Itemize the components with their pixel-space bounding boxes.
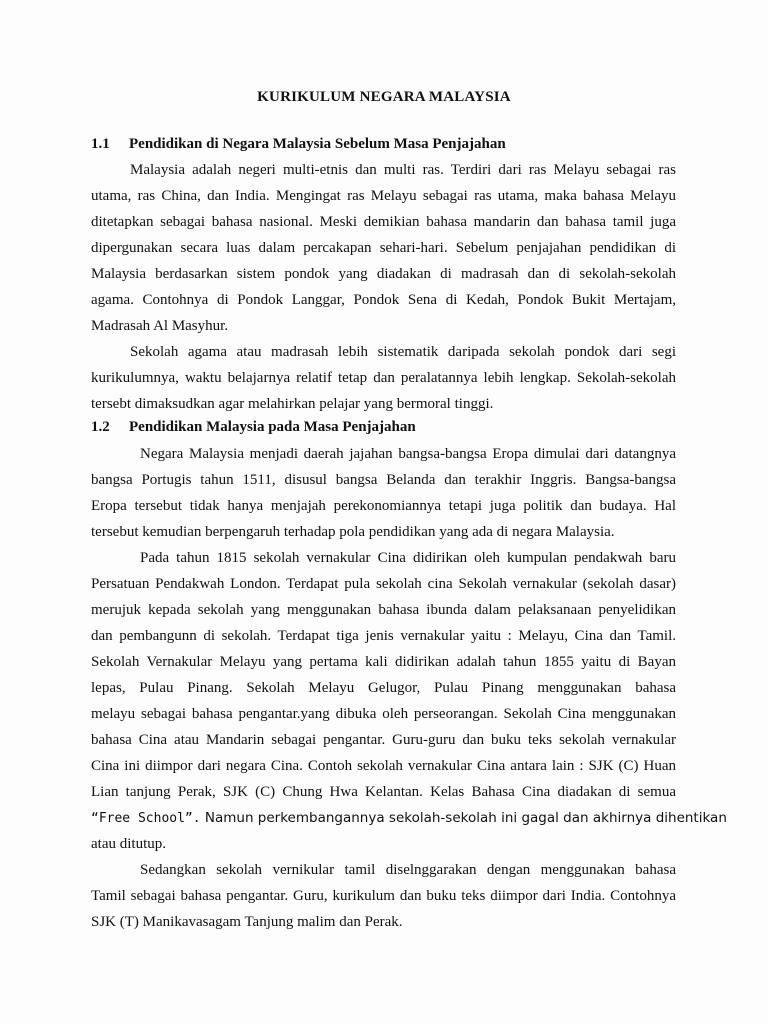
paragraph-line: ditetapkan sebagai bahasa nasional. Meski demikian bahasa mandarin dan bahasa tamil juga (91, 214, 676, 230)
paragraph-line: Madrasah Al Masyhur. (91, 318, 229, 334)
section-heading-1-1 (91, 136, 506, 153)
paragraph-line: bahasa Cina atau Mandarin sebagai pengantar. Guru-guru dan buku teks sekolah vernakular (91, 732, 676, 748)
document-title: KURIKULUM NEGARA MALAYSIA (257, 89, 511, 105)
paragraph-line: atau ditutup. (91, 836, 166, 852)
paragraph-line: Eropa tersebut tidak hanya menjajah perekonomiannya tetapi juga politik dan budaya. Hal (91, 498, 676, 514)
section-title: Pendidikan Malaysia pada Masa Penjajahan (129, 419, 416, 435)
paragraph-line: SJK (T) Manikavasagam Tanjung malim dan Perak. (91, 914, 403, 930)
paragraph-line: agama. Contohnya di Pondok Langgar, Pondok Sena di Kedah, Pondok Bukit Mertajam, (91, 292, 676, 308)
paragraph-line: Persatuan Pendakwah London. Terdapat pula sekolah cina Sekolah vernakular (sekolah dasar) (91, 576, 676, 592)
paragraph-line: tersebt dimaksudkan agar melahirkan pelajar yang bermoral tinggi. (91, 396, 494, 412)
free-school-quote: “Free School”. (91, 811, 201, 826)
paragraph-line (91, 809, 727, 828)
section-heading-1-2 (91, 419, 416, 436)
paragraph-line: Sekolah agama atau madrasah lebih sistematik daripada sekolah pondok dari segi (130, 344, 676, 360)
paragraph-line: Negara Malaysia menjadi daerah jajahan bangsa-bangsa Eropa dimulai dari datangnya (140, 446, 676, 462)
section-title: Pendidikan di Negara Malaysia Sebelum Masa Penjajahan (129, 136, 506, 152)
paragraph-line: utama, ras China, dan India. Mengingat ras Melayu sebagai ras utama, maka bahasa Melayu (91, 188, 676, 204)
paragraph-line: Lian tanjung Perak, SJK (C) Chung Hwa Kelantan. Kelas Bahasa Cina diadakan di semua (91, 784, 676, 800)
paragraph-line-rest: Namun perkembangannya sekolah-sekolah ini gagal dan akhirnya dihentikan (200, 810, 727, 826)
paragraph-line: Sekolah Vernakular Melayu yang pertama kali didirikan adalah tahun 1855 yaitu di Bayan (91, 654, 676, 670)
paragraph-line: Tamil sebagai bahasa pengantar. Guru, kurikulum dan buku teks diimpor dari India. Contohnya (91, 888, 676, 904)
paragraph-line: melayu sebagai bahasa pengantar.yang dibuka oleh perseorangan. Sekolah Cina menggunakan (91, 706, 676, 722)
section-number: 1.1 (91, 136, 110, 152)
paragraph-line: tersebut kemudian berpengaruh terhadap pola pendidikan yang ada di negara Malaysia. (91, 524, 615, 540)
paragraph-line: bangsa Portugis tahun 1511, disusul bangsa Belanda dan terakhir Inggris. Bangsa-bangsa (91, 472, 676, 488)
paragraph-line: kurikulumnya, waktu belajarnya relatif tetap dan peralatannya lebih lengkap. Sekolah-sekolah (91, 370, 676, 386)
paragraph-line: dan pembangunn di sekolah. Terdapat tiga jenis vernakular yaitu : Melayu, Cina dan Tamil. (91, 628, 676, 644)
paragraph-line: Pada tahun 1815 sekolah vernakular Cina didirikan oleh kumpulan pendakwah baru (140, 550, 676, 566)
paragraph-line: lepas, Pulau Pinang. Sekolah Melayu Gelugor, Pulau Pinang menggunakan bahasa (91, 680, 676, 696)
paragraph-line: dipergunakan secara luas dalam percakapan sehari-hari. Sebelum penjajahan pendidikan di (91, 240, 676, 256)
paragraph-line: Malaysia berdasarkan sistem pondok yang diadakan di madrasah dan di sekolah-sekolah (91, 266, 676, 282)
paragraph-line: Cina ini diimpor dari negara Cina. Contoh sekolah vernakular Cina antara lain : SJK (C) Huan (91, 758, 676, 774)
paragraph-line: merujuk kepada sekolah yang menggunakan bahasa ibunda dalam pelaksanaan penyelidikan (91, 602, 676, 618)
paragraph-line: Malaysia adalah negeri multi-etnis dan multi ras. Terdiri dari ras Melayu sebagai ras (130, 162, 676, 178)
paragraph-line: Sedangkan sekolah vernikular tamil diselnggarakan dengan menggunakan bahasa (140, 862, 676, 878)
section-number: 1.2 (91, 419, 110, 435)
